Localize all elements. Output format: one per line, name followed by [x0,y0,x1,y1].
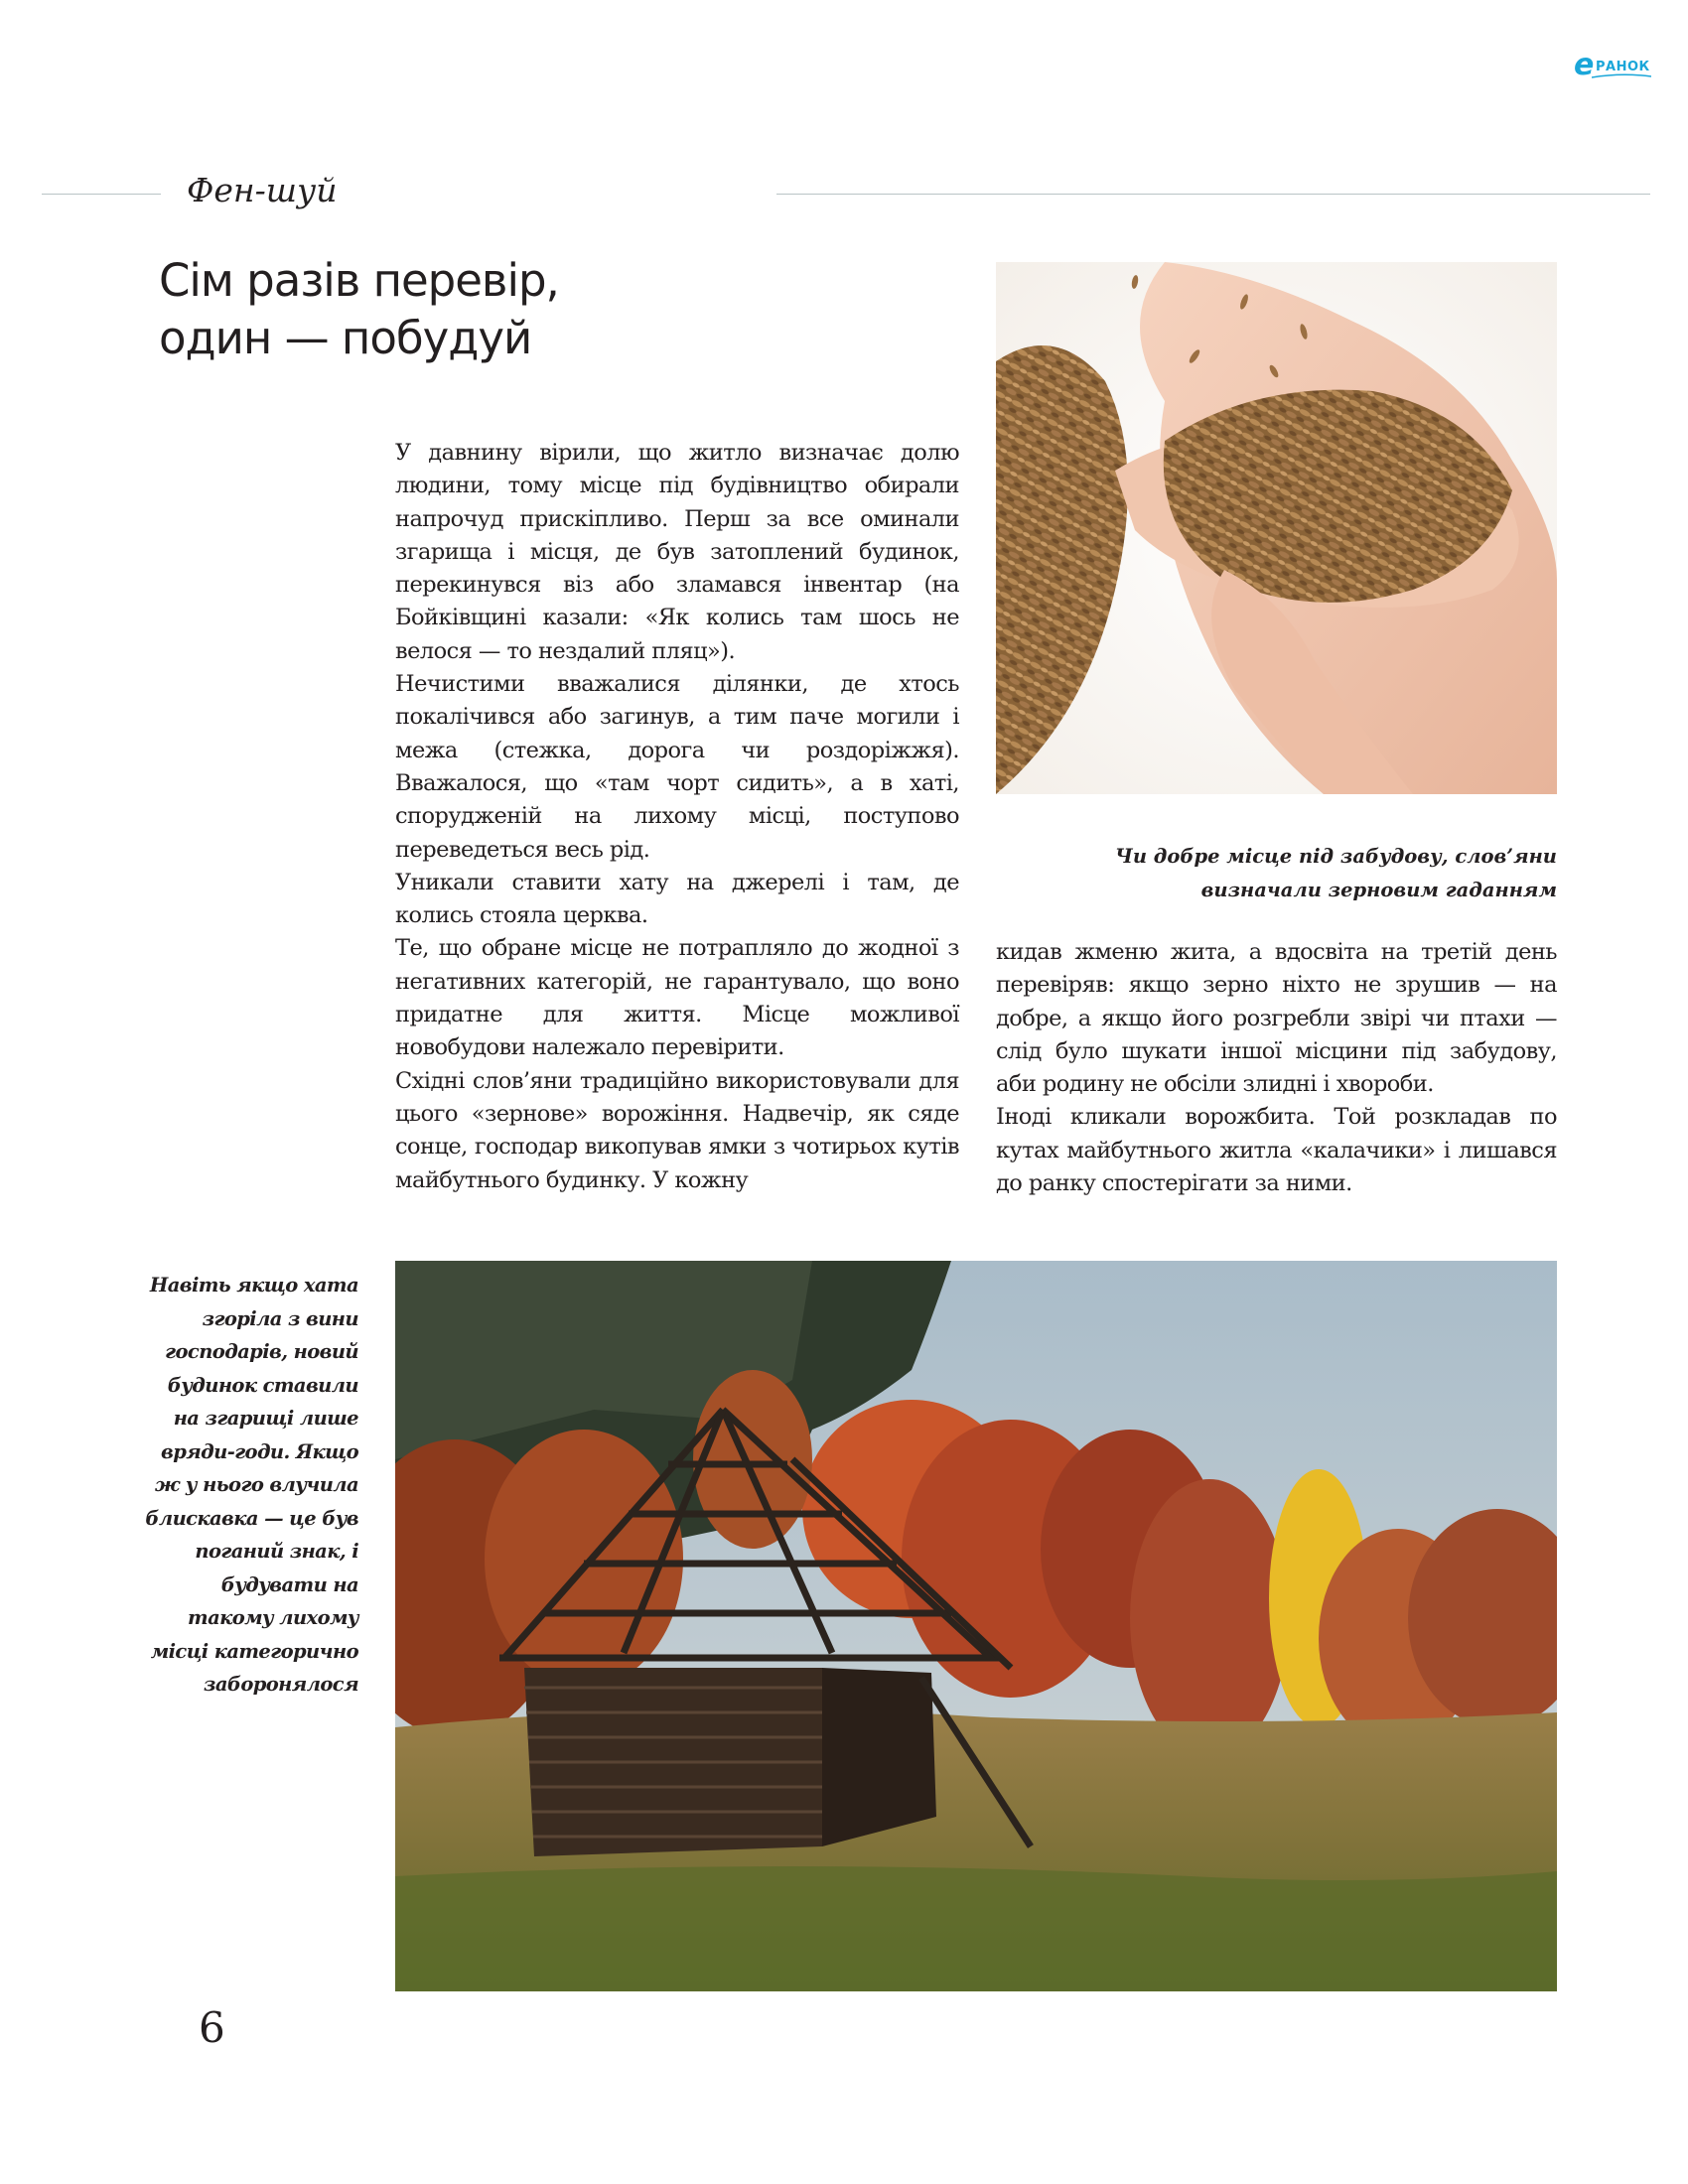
paragraph: Іноді кликали ворожбита. Той розкладав по кутах майбутнього житла «калачики» і лишався до ранку спостерігати за ними. [996,1104,1557,1197]
wooden-hut-autumn-forest-icon [395,1261,1557,1991]
grain-in-hands-icon [996,262,1557,794]
house-caption: Навіть якщо хата згоріла з вини господарів, новий будинок ставили на згарищі лише вряди-годи. Якщо ж у нього влучила блискавка — це був поганий знак, і будувати на такому лихому місці категорично заборонялося [145,1274,358,1696]
article-title-line-1: Сім разів перевір, [159,254,559,307]
section-rule-left [42,194,161,195]
article-title [159,252,675,367]
paragraph: Те, що обране місце не потрапляло до жодної з негативних категорій, не гарантувало, що воно придатне для життя. Місце можливої новобудови належало перевірити. [395,935,959,1061]
paragraph: Нечистими вважалися ділянки, де хтось покалічився або загинув, а тим паче могили і межа (стежка, дорога чи роздоріжжя). Вважалося, що «там чорт сидить», а в хаті, спорудженій на лихому місці, поступово переведеться весь рід. [395,671,959,863]
paragraph: У давнину вірили, що житло визначає долю людини, тому місце під будівництво обирали напрочуд прискіпливо. Перш за все оминали згарища і місця, де був затоплений будинок, перекинувся віз або зламався інвентар (на Бойківщині казали: «Як колись там шось не велося — то нездалий пляц»). [395,440,959,664]
house-photo [395,1261,1557,1991]
paragraph: Східні слов’яни традиційно використовували для цього «зернове» ворожіння. Надвечір, як сяде сонце, господар викопував ямки з чотирьох кутів майбутнього будинку. У кожну [395,1067,959,1193]
section-title: Фен-шуй [187,171,338,209]
article-column-1 [395,437,959,1197]
article-title-line-2: один — побудуй [159,312,532,364]
logo-name: РАНОК [1596,60,1650,74]
publisher-logo [1574,48,1653,83]
grain-photo [996,262,1557,794]
article-column-2 [996,936,1557,1200]
logo-swoosh-icon [1592,73,1651,79]
section-rule-right [776,194,1650,195]
paragraph: кидав жменю жита, а вдосвіта на третій день перевіряв: якщо зерно ніхто не зрушив — на добре, а якщо його розгребли звірі чи птахи — слід було шукати іншої місцини під забудову, аби родину не обсіли злидні і хвороби. [996,939,1557,1098]
logo-letter: e [1574,48,1595,82]
grain-caption: Чи добре місце під забудову, слов’яни визначали зерновим гаданням [1115,845,1557,901]
page-number: 6 [199,2003,225,2052]
paragraph: Уникали ставити хату на джерелі і там, де колись стояла церква. [395,869,959,929]
